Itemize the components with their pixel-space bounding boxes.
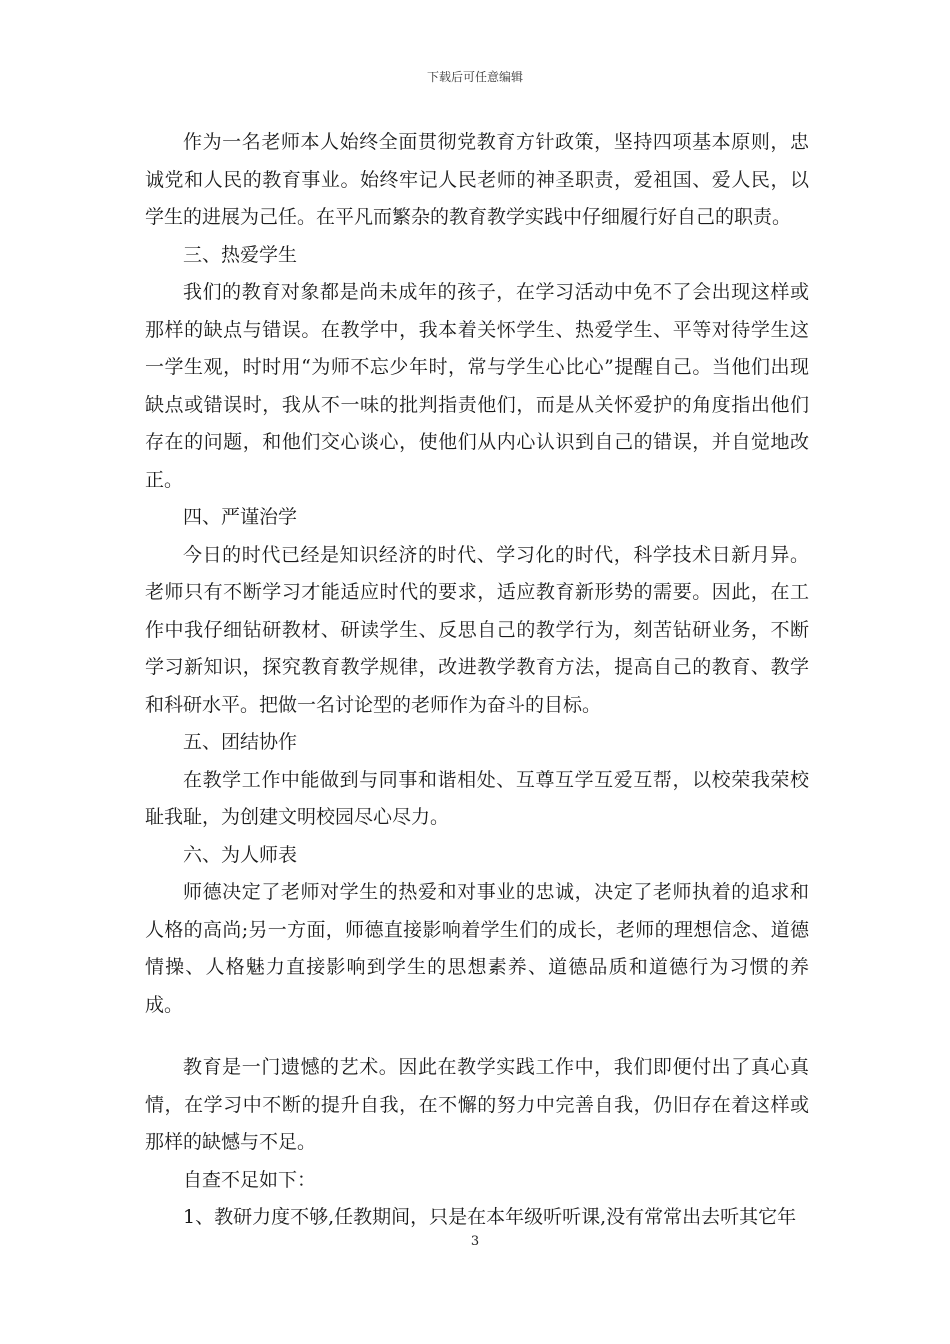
section-heading: 五、团结协作 <box>183 731 298 753</box>
section-heading: 六、为人师表 <box>183 843 298 866</box>
section-heading: 三、热爱学生 <box>183 243 298 266</box>
section-heading: 四、严谨治学 <box>183 506 298 528</box>
document-body <box>145 124 809 1237</box>
paragraph: 今日的时代已经是知识经济的时代、学习化的时代，科学技术日新月异。老师只有不断学习才能适应时代的要求，适应教育新形势的需要。因此，在工作中我仔细钻研教材、研读学生、反思自己的教学行为，刻苦钻研业务，不断学习新知识，探究教育教学规律，改进教学教育方法，提高自己的教育、教学和科研水平。把做一名讨论型的老师作为奋斗的目标。 <box>145 543 809 716</box>
paragraph: 作为一名老师本人始终全面贯彻党教育方针政策，坚持四项基本原则，忠诚党和人民的教育事业。始终牢记人民老师的神圣职责，爱祖国、爱人民，以学生的进展为己任。在平凡而繁杂的教育教学实践中仔细履行好自己的职责。 <box>145 131 809 228</box>
list-heading: 自查不足如下： <box>183 1168 317 1191</box>
paragraph: 我们的教育对象都是尚未成年的孩子，在学习活动中免不了会出现这样或那样的缺点与错误。在教学中，我本着关怀学生、热爱学生、平等对待学生这一学生观，时时用“为师不忘少年时，常与学生心比心”提醒自己。当他们出现缺点或错误时，我从不一味的批判指责他们，而是从关怀爱护的角度指出他们存在的问题，和他们交心谈心，使他们从内心认识到自己的错误，并自觉地改正。 <box>145 281 809 491</box>
paragraph: 师德决定了老师对学生的热爱和对事业的忠诚，决定了老师执着的追求和人格的高尚;另一方面，师德直接影响着学生们的成长，老师的理想信念、道德情操、人格魅力直接影响到学生的思想素养、道德品质和道德行为习惯的养成。 <box>145 881 809 1016</box>
page-number: 3 <box>470 1234 480 1249</box>
page-header: 下载后可任意编辑 <box>426 70 523 84</box>
paragraph-gap <box>145 1024 809 1049</box>
list-item: 1、教研力度不够,任教期间，只是在本年级听听课,没有常常出去听其它年 <box>183 1206 797 1228</box>
paragraph: 在教学工作中能做到与同事和谐相处、互尊互学互爱互帮，以校荣我荣校耻我耻，为创建文明校园尽心尽力。 <box>145 768 809 828</box>
paragraph: 教育是一门遗憾的艺术。因此在教学实践工作中，我们即便付出了真心真情，在学习中不断的提升自我，在不懈的努力中完善自我，仍旧存在着这样或那样的缺憾与不足。 <box>145 1056 809 1153</box>
